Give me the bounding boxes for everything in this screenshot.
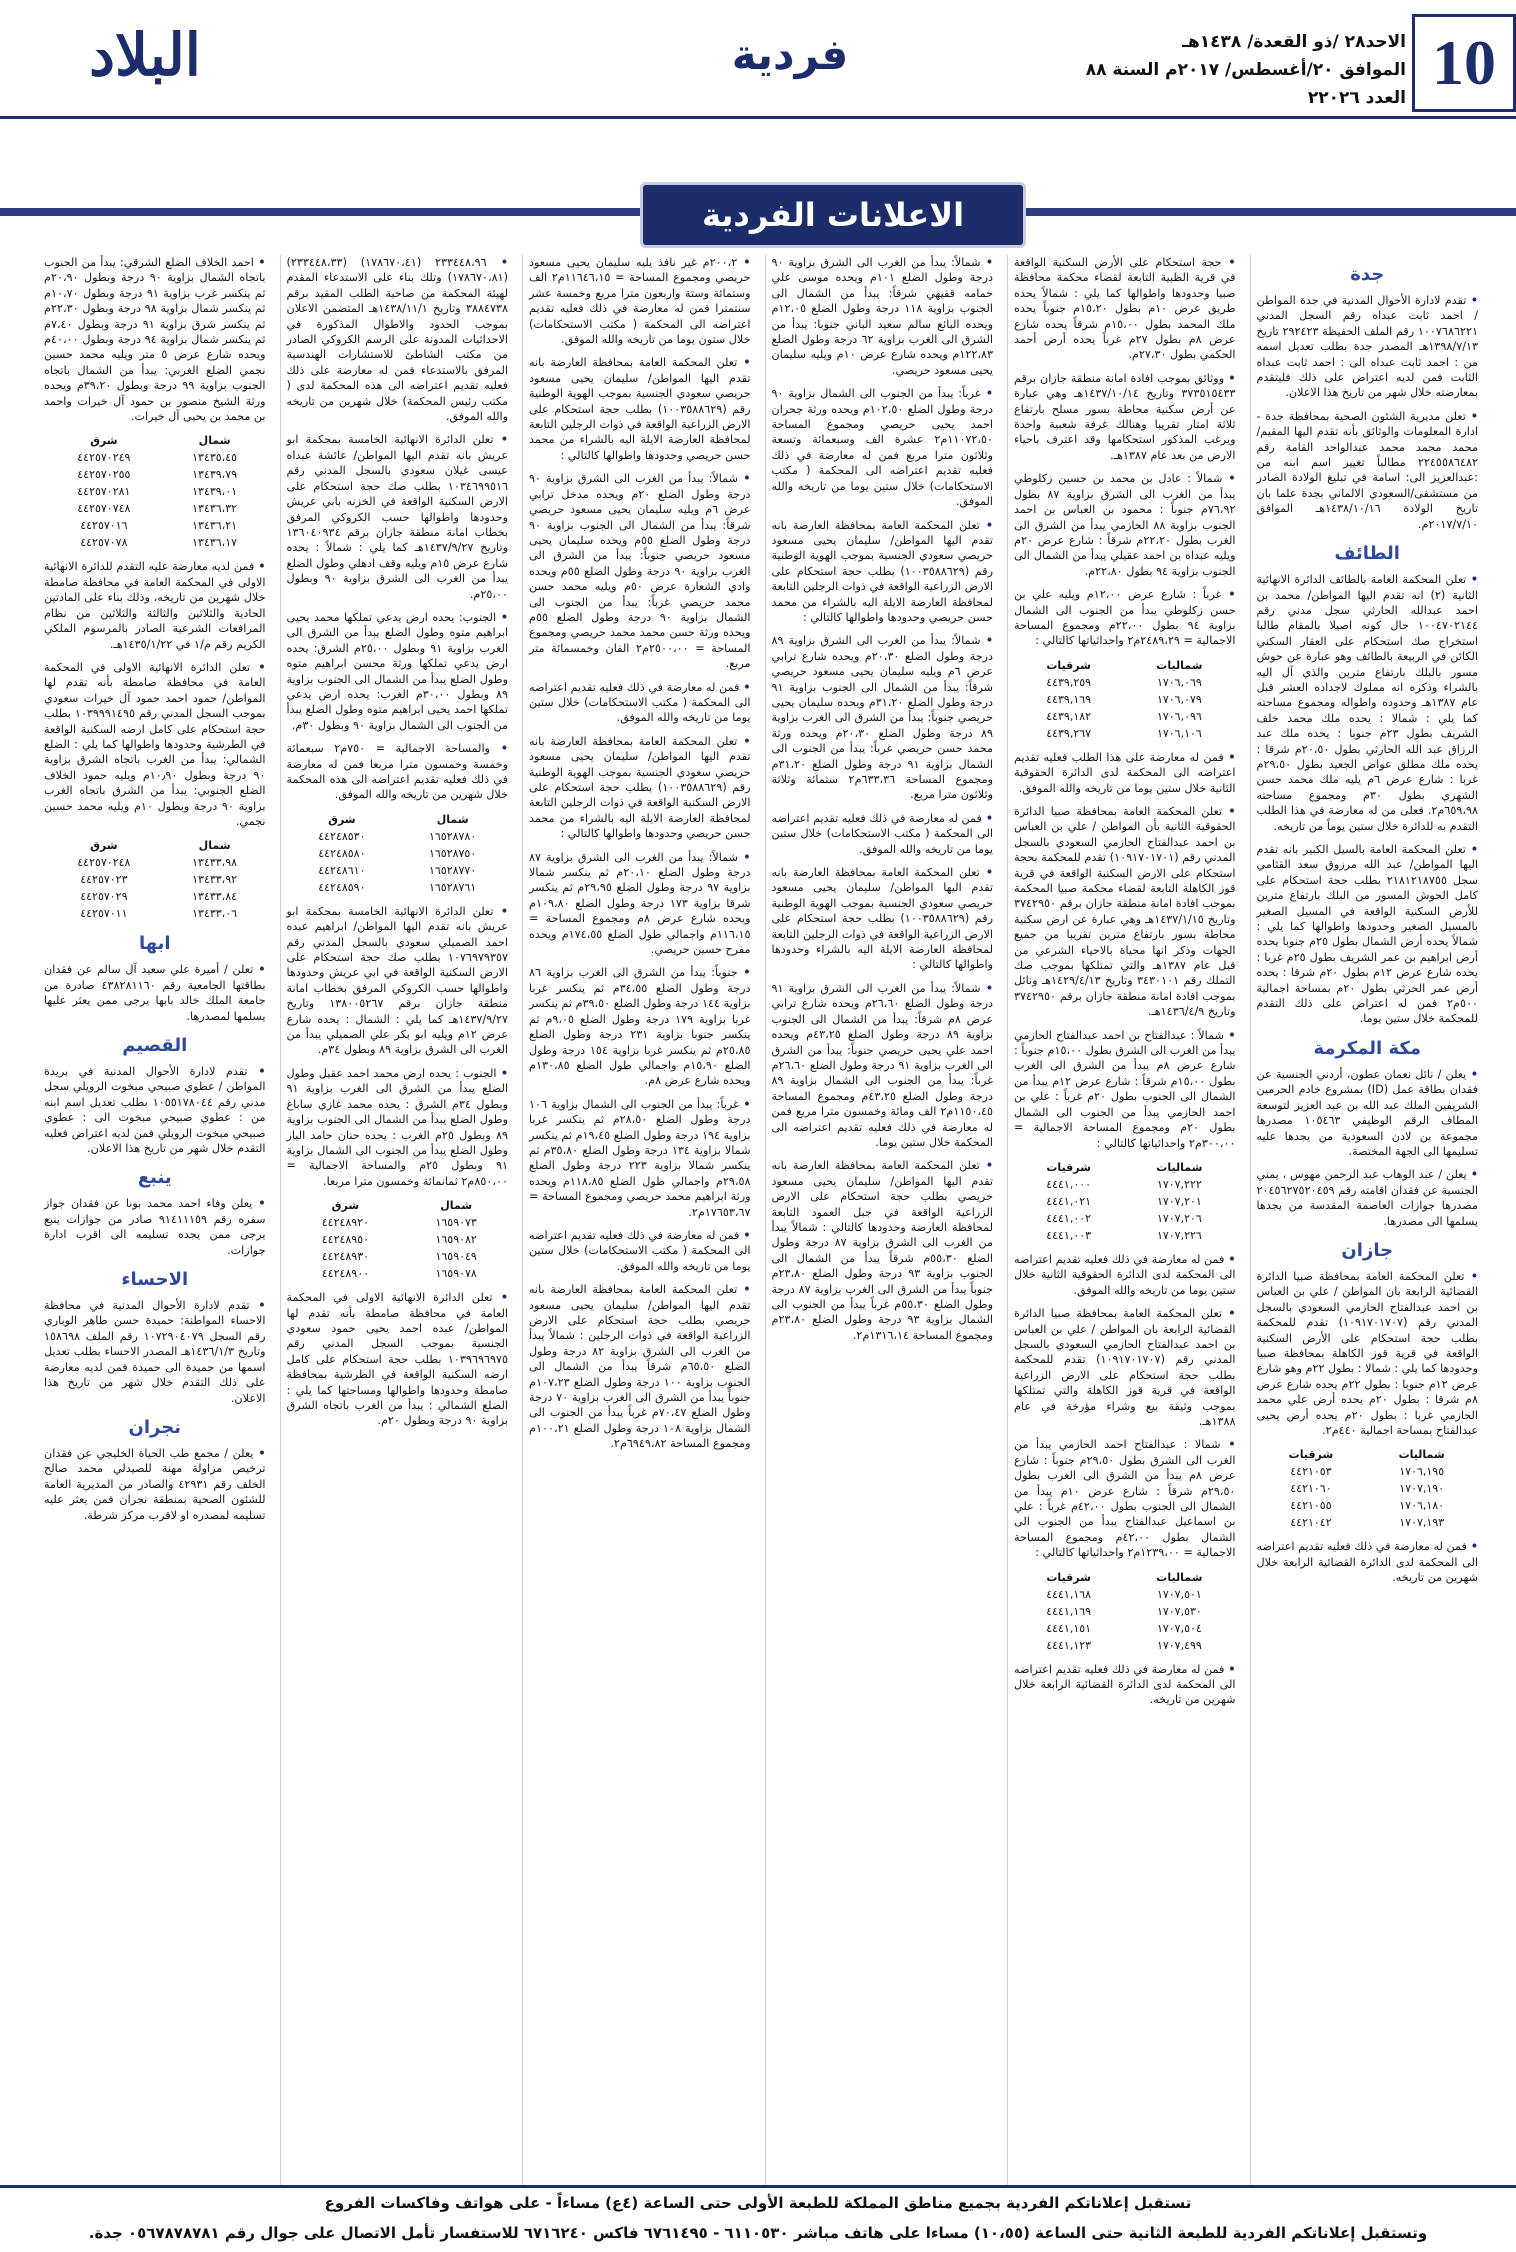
ad-text: • الجنوب : يحده ارض محمد احمد عقيل وطول الضلع يبدأ من الشرق الى الغرب بزاوية ٩١ وبطول ٣٤م الشرق : يحده محمد غازي ساباغ وطول الضلع يبدأ من الشمال الى الجنوب بزاوية ٨٩ وبطول ٢٥م الغرب : يحده حنان حامد البار وطول الضلع يبدأ من الجنوب الى الشمال بزاوية ٩١ وبطول ٢٥م والمساحة الاجمالية = ٨٥٠،٠٠م٢ ثمانمائة وخمسون مترا مربعا. — [287, 1066, 509, 1189]
classified-ad — [529, 471, 751, 671]
city-heading: الاحساء — [121, 1269, 189, 1291]
ad-text: • فمن له معارضة في ذلك فعليه تقديم اعتراضه الى المحكمة لدى الدائرة الحقوقية الثانية خلال ستين يوما من تاريخه والله الموفق. — [1014, 1252, 1236, 1298]
table-cell: ١٧٠٦,١٠٦ — [1156, 726, 1202, 740]
ad-text: • غرباً : شارع عرض ١٢،٠٠م ويليه علي بن حسن زكلوطي يبدأ من الجنوب الى الشمال بزاوية ٩٤ بطول ٢٢،٠٠م ومجموع المساحة الاجمالية = ٢٤٨٩،٢٩م٢ واحداثياتها كالتالي : — [1014, 587, 1236, 649]
classified-ad — [287, 904, 509, 1058]
table-row — [1014, 1569, 1236, 1586]
page-number: 10 — [1412, 14, 1516, 112]
footer-line-1: تستقبل إعلاناتكم الفردية بجميع مناطق المملكة للطبعة الأولى حتى الساعة (٤ع) مساءاً - على هواتف وفاكسات الفروع — [324, 2194, 1192, 2212]
table-cell: ١٧٠٧,١٩٠ — [1399, 1482, 1445, 1496]
classified-ad — [1014, 1252, 1236, 1298]
classified-ad — [1257, 842, 1479, 1027]
coordinates-table — [1014, 1569, 1236, 1654]
table-cell: ١٧٠٧,٢٠١ — [1156, 1194, 1202, 1208]
table-row — [1014, 708, 1236, 725]
table-cell: ١٧٠٧,٢٢٦ — [1156, 1228, 1202, 1242]
coordinates-table — [44, 432, 266, 551]
table-cell: ٤٤٢٥٧٠٧٤٨ — [77, 502, 131, 516]
coordinates-table — [287, 1197, 509, 1282]
classified-ad — [529, 680, 751, 726]
table-cell: ١٧٠٧,٥٠٤ — [1156, 1621, 1202, 1635]
ad-text: • تعلن المحكمة العامة بمحافظة العارضة بانه تقدم اليها المواطن/ سليمان يحيى مسعود حريصي بطلب حجة استحكام على الارض الزراعية الواقعة في ذوات الرجلين : شمالاً يبدأ من الغرب الى الشرق بزاوية ٨٢ درجة وطول الضلع ٦٥،٥٠م شرقاً يبدأ من الشمال الى الجنوب بزاوية ١٠٠ درجة وطول الضلع ١٠٧،٢٣م جنوباً يبدأ من الشرق الى الغرب بزاوية ٧٠ درجة وطول الضلع ٧٠،٤٧م غرباً يبدأ من الجنوب الى الشمال بزاوية ١٠٨ درجة وطول الضلع ١٠٠،٢١م ومجموع المساحة ٦٩٤٩،٨٢م٢. — [529, 1282, 751, 1451]
table-cell: ٤٤٤١,٠٢١ — [1046, 1194, 1092, 1208]
table-cell: ١٣٤٣٣،٩٢ — [192, 873, 238, 887]
ad-text: • يعلن / مجمع طب الحياة الخليجي عن فقدان ترخيص مزاولة مهنة للصيدلي محمد صالح الخلف رقم ٤٢٩٣١ والصادر من المديرية العامة للشئون الصحية بمنطقة نجران فمن يعثر عليه تسليمه لمصدره او لاقرب مركز شرطة. — [44, 1446, 266, 1523]
ad-text: • تعلن المحكمة العامة بمحافظة صبيا الدائرة الحقوقية الثانية بأن المواطن / علي بن العباس بن احمد عبدالفتاح الحازمي السعودي بالسجل المدني رقم (١٠٩١٧٠١٧٠١) تقدم للمحكمة بحجة استحكام على الارض السكنية الواقعة في قرية قوز الكاهلة التابعة لقضاء محكمة صبيا المحكمة بموجب افادة امانة منطقة جازان برقم ٣٧٤٢٩٥٠ وتاريخ ١٤٣٧/١/١٥هـ وهي عبارة عن ارض سكنية محاطة بسور بارتفاع مترين تقريبا من جميع الجهات وذكر انها محياة بالاحياء الشرعي من قبل عام ١٣٨٧هـ والتي تمتلكها بموجب صك التملك رقم ٣٤٣٠١٠١ وتاريخ ١٤٢٩/٤/١٣هـ ونائل بموجب افادة امانة منطقة جازان برقم ٣٧٤٢٩٥٠ وتاريخ ١٤٣٦/٤/٩هـ. — [1014, 804, 1236, 1020]
ad-text: • الجنوب: يحده ارض يدعي تملكها محمد يحيى ابراهيم متوه وطول الضلع يبدأ من الشرق الى الغرب بزاوية ٩١ وبطول ٢٥،٠٠م الشرق: يحده ارض يدعي تملكها ورثة محسن ابراهيم متوه وطول الضلع يبدأ من الشمال الى الجنوب بزاوية ٨٩ وبطول ٣٠،٠٠م الغرب: يحده ارض يدعي تملكها احمد يحيى ابراهيم متوه وطول الضلع يبدأ من الجنوب الى الشمال بزاوية ٩٠ وبطول ٣٠م. — [287, 610, 509, 733]
ad-text: • تعلن المحكمة العامة بمحافظة العارضة بانه تقدم اليها المواطن/ سليمان يحيى مسعود حريصي سعودي الجنسية بموجب الهوية الوطنية رقم (١٠٠٣٥٨٨٦٢٩) بطلب حجة استحكام على الارض الزراعية الواقعة في ذوات الرجلين التابعة لمحافظة العارضة الايلة اليه بالشراء من محمد حسن حريصي وحدودها واطوالها كالتالي : — [529, 355, 751, 463]
table-cell: ٤٤٢١٠٥٥ — [1290, 1499, 1332, 1513]
classified-ad — [1014, 1662, 1236, 1708]
table-row — [44, 500, 266, 517]
table-row — [44, 871, 266, 888]
table-row — [44, 854, 266, 871]
table-cell: ١٦٥٢٨٧٥٠ — [428, 846, 477, 860]
table-header-cell: شمال — [198, 434, 231, 448]
table-cell: ١٦٥٩٠٧٣ — [435, 1216, 477, 1230]
gregorian-date: الموافق ٢٠/أغسطس/ ٢٠١٧م السنة ٨٨ العدد ٢٢٠٢٦ — [1085, 60, 1406, 108]
ad-text: • يعلن / عبد الوهاب عبد الرحمن مهوس ، يمني الجنسية عن فقدان اقامته رقم ٢٠٤٥٦٢٧٥٢٠٤٥٩ مصدرها جوازات العاصمة المقدسة من يجدها يسلمها الى مصدرها. — [1257, 1167, 1479, 1229]
ad-text: • فمن له معارضة في ذلك فعليه تقديم اعتراضه الى المحكمة ( مكتب الاستحكامات) خلال ستين يوما من تاريخه والله الموفق. — [529, 1228, 751, 1274]
ad-text: • تعلن المحكمة العامة بالسيل الكبير بانه تقدم اليها المواطن/ عبد الله مرزوق سعد القثامي سجل ٢١٨١٢١٨٧٥٥ بطلب حجة استحكام على كامل الحوش المسور من البلك بارتفاع مترين للأرض السكنية الواقعة في المسيل الصغير بالمسيل الصغير وحدودها واطوالها كما يلي : شمالاً يحده أرض الشمال بطول ٢٥م جنوبا يحده أرض ابراهيم بن عمر الشريف بطول ٢٥م غربا : يحده شارع عرض ١٢م بطول ٢٠م شرقا : يحده أرض عمر الحرثي بطول ٢٠م بمساحة اجمالية ٥٠٠م٢ فمن له اعتراض على ذلك التقدم للمحكمة خلال ستين يوما. — [1257, 842, 1479, 1027]
table-cell: ١٧٠٧,٢٢٢ — [1156, 1177, 1202, 1191]
table-cell: ١٣٤٣٦،٣٢ — [192, 502, 238, 516]
ad-text: • يعلن وفاء احمد محمد بونا عن فقدان جواز سفره رقم ٩١٤١١١٥٩ صادر من جوازات ينبع يرجى ممن يجده تسليمه الى اقرب ادارة جوازات. — [44, 1196, 266, 1258]
ad-text: • تعلن المحكمة العامة بمحافظة العارضة بانه تقدم اليها المواطن/ سليمان يحيى مسعود حريصي سعودي الجنسية بموجب الهوية الوطنية رقم (١٠٠٣٥٨٨٦٢٩) بطلب حجة استحكام على الارض السكنية الواقعة في ذوات الرجلين التابعة لمحافظة العارضة الايلة اليه بالشراء من محمد حسن حريصي وحدودها واطوالها كالتالي : — [529, 734, 751, 842]
table-cell: ٤٤٢٥٧٠١١ — [80, 907, 128, 921]
table-header-cell: شرق — [328, 812, 356, 826]
ad-text: • فمن له معارضة في ذلك فعليه تقديم اعتراضه الى المحكمة ( مكتب الاستحكامات) خلال ستين يوما من تاريخه والله الموفق. — [772, 811, 994, 857]
city-heading: القصيم — [122, 1035, 188, 1056]
table-row — [1014, 1603, 1236, 1620]
footer-line-2: وتستقبل إعلاناتكم الفردية للطبعة الثانية حتى الساعة (١٠،٥٥) مساءا على هاتف مباشر ٦١١٠٥٣٠ - ٦٧٦١٤٩٥ فاكس ٦٧١٦٢٤٠ للاستفسار تأمل الاتصال على جوال رقم ٠٥٦٧٨٧٨٧٨١ جدة. — [88, 2224, 1428, 2242]
ad-text: • ووثائق بموجب افادة امانة منطقة جازان برقم ٣٧٣٥١٥٤٣٣ وتاريخ ١٤٣٧/١٠/١٤هـ وهي عبارة عن أرض سكنية محاطة بسور مسلح بارتفاع ثلاثة امتار تقريبا وهنالك غرفة شعبية واحدة ويرغب المذكور استحكامها وقد اعترف باحياء الارض من بعد عام ١٣٨٧هـ. — [1014, 371, 1236, 463]
ad-text: • تعلن المحكمة العامة بالطائف الدائرة الانهائية الثانية (٢) انه تقدم اليها المواطن/ محمد بن احمد عبدالله الحارثي سجل مدني رقم ١٠٠٤٧٠٢١٤٤ حال كونه اصيلا بالمقام طالبا استخراج صك استحكام على العقار السكني الكائن في الربيعة بالطائف وهو عبارة عن حوش مسور بالبلك بارتفاع مترين والذي آل اليه بالشراء وذكره انه مملوك لاجداده العشر قبل عام ١٣٨٧هـ وحدوده واطواله ومجموع مساحته كما يلي : شمالا : يحده ملك محمد خلف الشريف بطول ٢٣م جنوبا : يحده ملك عبد الرزاق عبد الله الحارثي بطول ٢٠،٥٠م شرقا : يحده ملك مطلق عواض الجعيد بطول ٢٩،٥٠م غربا : شارع عرض ٦م يليه ملك محمد حسن الشهري بطول ٣٠م ومجموع مساحته ٦٥٩،٩٨م٢. فعلى من له معارضة في هذا الطلب التقدم به للدائرة خلال ستين يوماً من تاريخه. — [1257, 572, 1479, 834]
classified-ad — [1014, 371, 1236, 463]
table-cell: ٤٤٢٤٨٦١٠ — [318, 863, 366, 877]
ad-text: • احمد الخلاف الضلع الشرقي: يبدأ من الجنوب باتجاه الشمال بزاوية ٩٠ درجة وبطول ٢٠،٩٠م ثم ينكسر غرب بزاوية ٩١ درجة وبطول ١٠،٧٠م ثم ينكسر شمال بزاوية ٩٨ درجة وبطول ٢٢،٣٠م ثم ينكسر شرق بزاوية ٩١ درجة وبطول ٧،٤٠م ثم ينكسر شمال بزاوية ٩٤ درجة وبطول ٤٠،٠٠م ويحده شارع عرض ٥ متر ويليه محمد حسين نجمي الضلع الغربي: يبدأ من الشمال باتجاه الجنوب بزاوية ٩٩ درجة وبطول ٣٩،٢٠م ويحده ورثة الشيخ منصور بن حمود آل خيرات واحمد بن محمد بن يحيى آل خيرات. — [44, 255, 266, 424]
table-row — [1014, 1586, 1236, 1603]
ad-text: • شمالا : عبدالفتاح احمد الحازمي يبدأ من الغرب الى الشرق بطول ٢٩،٥٠م جنوباً : شارع عرض ٨م يبدأ من الشرق الى الغرب بطول ٢٩،٥٠م شرقاً : شارع عرض ١٠م يبدأ من الشمال الى الجنوب بطول ٤٢،٠٠م غرباً : علي بن اسماعيل عبدالفتاح يبدأ من الجنوب الى الشمال بطول ٤٢،٠٠م ومجموع المساحة الاجمالية = ١٢٣٩،٠٠م٢ واحداثياتها كالتالي : — [1014, 1437, 1236, 1560]
ad-text: • فمن لديه معارضة عليه التقدم للدائرة الانهائية الاولى في المحكمة العامة في محافظة صامطة خلال شهرين من تاريخه، وذلك بناء على المادتين الحادية والثلاثين والثالثة والثلاثين من نظام المرافعات الشرعية الصادر بالمرسوم الملكي الكريم رقم م/١ في ١٤٣٥/١/٢٢هـ. — [44, 559, 266, 651]
table-header-cell: شرق — [331, 1199, 360, 1213]
ad-text: • تعلن / أميرة علي سعيد آل سالم عن فقدان بطاقتها الجامعية رقم ٤٣٨٢٨١١٦٠ صادرة من جامعة الملك خالد بابها يرجى ممن يعثر عليها يسلمها لمصدرها. — [44, 962, 266, 1024]
ad-columns — [38, 255, 1478, 2185]
ad-text: • تعلن الدائرة الانهائية الخامسة بمحكمة ابو عريش بانه تقدم اليها المواطن/ ابراهيم عبده احمد الصميلي سعودي بالسجل المدني رقم ١٠٧٦٩٧٩٣٥٧ بطلب صك حجة استحكام على الارض السكنية الواقعة في ابي عريش وحدودها واطوالها حسب الكروكي المرفق بخطاب امانة منطقة جازان برقم ١٣٨٠٠٥٢٦٧ وتاريخ ١٤٣٧/٩/٢٧هـ كما يلي : الشمال : يحده شارع عرض ١٢م ويليه ابو بكر علي الصميلي يبدأ من الغرب الى الشرق بزاوية ٨٩ وبطول ٣٤م. — [287, 904, 509, 1058]
table-row — [44, 837, 266, 854]
classified-ad — [529, 965, 751, 1088]
table-cell: ٤٤٢٤٨٩٣٠ — [321, 1250, 370, 1264]
classified-ad — [772, 386, 994, 509]
ad-text: • ٢٠٠،٢م غير نافذ يليه سليمان يحيى مسعود حريصي ومجموع المساحة = ١١٦٤٦،١٥م٢ الف وستمائة وستة واربعون مترا مربع وخمسة عشر سنتمترا فمن له معارضة في ذلك فعليه تقديم اعتراضه الى المحكمة ( مكتب الاستحكامات) خلال ستون يوما من تاريخه والله الموفق. — [529, 255, 751, 347]
table-header-cell: شرقيات — [1046, 1160, 1091, 1174]
classified-ad — [287, 1066, 509, 1189]
table-cell: ٤٤٢٤٨٥٨٠ — [318, 846, 366, 860]
page-footer — [0, 2185, 1516, 2252]
ad-column — [1007, 255, 1236, 2185]
city-heading: مكة المكرمة — [1313, 1037, 1422, 1059]
table-row — [1014, 725, 1236, 742]
classified-ad — [772, 811, 994, 857]
issue-dates — [1076, 28, 1406, 112]
ad-text: • فمن له معارضة على هذا الطلب فعليه تقديم اعتراضه الى المحكمة لدى الدائرة الحقوقية الثانية خلال ستين يوما من تاريخه والله الموفق. — [1014, 750, 1236, 796]
table-row — [44, 432, 266, 449]
table-cell: ٤٤٢٤٨٩٠٠ — [321, 1267, 370, 1281]
table-row — [287, 1231, 509, 1248]
classified-ad — [44, 255, 266, 424]
table-cell: ٤٤٤١,١٢٣ — [1046, 1638, 1092, 1652]
classified-ad — [1014, 1306, 1236, 1429]
classified-ad — [1014, 471, 1236, 579]
table-cell: ١٧٠٧,٤٩٩ — [1156, 1638, 1202, 1652]
classified-ad — [1014, 804, 1236, 1020]
table-cell: ١٧٠٦,٠٦٩ — [1156, 675, 1202, 689]
city-heading: ابها — [138, 933, 171, 955]
table-cell: ١٣٤٣٦،٢١ — [192, 519, 238, 533]
table-cell: ١٣٤٣٣،٨٤ — [192, 890, 238, 904]
table-cell: ٤٤٢١٠٥٣ — [1290, 1465, 1332, 1479]
classified-ad — [1257, 1067, 1479, 1159]
newspaper-logo: البلاد — [89, 21, 201, 89]
table-row — [44, 466, 266, 483]
table-cell: ١٦٥٢٨٧٦١ — [428, 880, 477, 894]
table-cell: ١٦٥٩٠٧٨ — [435, 1267, 477, 1281]
table-row — [287, 828, 509, 845]
classified-ad — [1257, 572, 1479, 834]
classified-ad — [772, 518, 994, 626]
ad-text: • شمالاً: يبدأ من الغرب الى الشرق بزاوية ٨٩ درجة وطول الضلع ٢٠،٣٠م ويحده شارع ترابي عرض ٦م ويليه سليمان يحيى مسعود حريصي شرقاً: يبدأ من الشمال الى الجنوب بزاوية ٩١ درجة وطول الضلع ٣١،٢٠م ويحده سليمان يحيى حريصي جنوباً: يبدأ من الشرق الى الغرب بزاوية ٨٩ درجة وطول الضلع ٢٠،٣٠م ويحده ورثة محمد حسن حريصي غرباً: يبدأ من الجنوب الى الشمال بزاوية ٩١ درجة وطول الضلع ٣١،٢٠م ومجموع المساحة ٦٣٣،٣٦م٢ ستمائة وثلاثة وثلاثون مترا مربع. — [772, 633, 994, 802]
table-header-cell: شمال — [436, 812, 469, 826]
classified-ad — [287, 432, 509, 601]
table-row — [287, 879, 509, 896]
ad-text: • تعلن المحكمة العامة بمحافظة صبيا الدائرة القضائية الرابعة بان المواطن / علي بن العباس بن احمد عبدالفتاح الحازمي السعودي بالسجل المدني رقم (١٠٩١٧٠١٧٠٧) تقدم للمحكمة بطلب حجة استحكام على الارض الزراعية الواقعة في قرية قوز الكاهلة والتي تمتلكها بموجب وثيقة بيع وشراء مؤرخة في عام ١٣٨٨هـ. — [1014, 1306, 1236, 1429]
classified-ad — [1014, 1028, 1236, 1151]
table-cell: ١٧٠٧,٢٠٦ — [1156, 1211, 1202, 1225]
ad-text: • والمساحة الاجمالية = ٧٥٠م٢ سبعمائة وخمسة وخمسون مترا مربعا فمن له معارضة في ذلك فعليه تقديم اعتراضه الى هذه المحكمة خلال شهرين من تاريخه والله الموفق. — [287, 741, 509, 803]
table-header-cell: شماليات — [1156, 1160, 1203, 1174]
classified-ad — [1014, 587, 1236, 649]
table-cell: ٤٤٢٥٧٠٢٨١ — [77, 485, 131, 499]
city-heading: جازان — [1341, 1239, 1394, 1261]
table-row — [1257, 1497, 1479, 1514]
coordinates-table — [1014, 657, 1236, 742]
classified-ad — [772, 981, 994, 1150]
table-cell: ٤٤٢٤٨٩٢٠ — [321, 1216, 370, 1230]
table-cell: ١٦٥٢٨٧٨٠ — [428, 829, 477, 843]
ad-text: • شمالاً: يبدأ من الغرب الى الشرق بزاوية ٨٧ درجة وطول الضلع ٢٠،١٠م ثم ينكسر شمالا بزاوية ٩٧ درجة وطول الضلع ٢٩،٩٥م ثم ينكسر شرقا بزاوية ١٧٣ درجة وطول الضلع ١٠٩،٨٠م ويحده شارع عرض ٨م ومجموع المساحة = ١١٦،١٥م واجمالي طول الضلع ١٧٤،٥٥م ويحده مفرح حسين حريصي. — [529, 850, 751, 958]
ad-text: • شمالاً: يبدأ من الغرب الى الشرق بزاوية ٩٠ درجة وطول الضلع ١٠١م ويحده موسى علي حمامه قفيهي شرقاً: يبدأ من الشمال الى الجنوب بزاوية ١١٨ درجة وطول الضلع ١٢،٠٥م ويحده البائع سالم سعيد الباني جنوبا: يبدأ من الشرق الى الغرب بزاوية ٦٢ درجة وطول الضلع ١٢٢،٨٣م ويحده شارع عرض ١٠م ويليه سليمان يحيى مسعود حريصي. — [772, 255, 994, 378]
coordinates-table — [1014, 1159, 1236, 1244]
ad-text: • تعلن المحكمة العامة بمحافظة العارضة بانه تقدم اليها المواطن/ سليمان يحيى مسعود حريصي بطلب حجة استحكام على الارض الزراعية الواقعة في جبل العمود التابعة لمحافظة العارضة وحدودها كالتالي : شمالاً يبدأ من الغرب الى الشرق بزاوية ٨٧ درجة وطول الضلع ٥٥،٣٠م شرقاً يبدأ من الشمال الى الجنوب بزاوية ٩٣ درجة وطول الضلع ٢٣،٨٠م جنوباً يبدأ من الشرق الى الغرب بزاوية ٨٧ درجة وطول الضلع ٥٥،٣٠م غرباً يبدأ من الجنوب الى الشمال بزاوية ٩٣ درجة وطول الضلع ٢٣،٨٠م ومجموع المساحة ١٣١٦،١٤م٢. — [772, 1158, 994, 1343]
ad-text: • غرباً: يبدأ من الجنوب الى الشمال بزاوية ١٠٦ درجة وطول الضلع ٢٨،٥٠م ثم ينكسر غربا بزاوية ١٩٤ درجة وطول الضلع ١٩،٤٥م ثم ينكسر شمالا بزاوية ١٣٤ درجة وطول الضلع ٣٥،٨٠م ثم ينكسر شمالا بزاوية ٢٢٣ درجة وطول الضلع ٢٩،٥٨م واجمالي طول الضلع ١١٨،٨٥م ويحده ورثة ابراهيم محمد حريصي ومجموع المساحة = ١٧٦٥٣،٦٧م٢. — [529, 1097, 751, 1220]
table-header-cell: شماليات — [1398, 1448, 1445, 1462]
classified-ad — [772, 865, 994, 973]
table-cell: ٤٤٤١,٠٠٢ — [1046, 1211, 1092, 1225]
classified-ad — [772, 255, 994, 378]
ad-column — [280, 255, 509, 2185]
table-row — [1014, 1193, 1236, 1210]
table-cell: ١٣٤٣٣،٩٨ — [192, 856, 238, 870]
classified-ad — [529, 850, 751, 958]
classified-ad — [287, 741, 509, 803]
table-cell: ١٧٠٦,١٩٥ — [1399, 1465, 1445, 1479]
ad-text: • تقدم لادارة الأحوال المدنية في جدة المواطن / احمد ثابت عبداه رقم السجل المدني ١٠٠٧٦٨٦٢٢١ رقم الملف الحفيظة ٢٩٢٤٢٣ تاريخ ١٣٩٨/٧/١٣هـ المصدر جدة بطلب تعديل اسمه من : احمد ثابت عبداه الى : احمد ثابت عبداه الثابت فمن لديه اعتراض على ذلك فليتقدم بمعارضته خلال شهر من تاريخ هذا الاعلان. — [1257, 293, 1479, 401]
city-heading: الطائف — [1334, 543, 1400, 565]
table-row — [287, 1265, 509, 1282]
classified-ad — [44, 1446, 266, 1523]
table-cell: ١٦٥٢٨٧٧٠ — [428, 863, 477, 877]
table-row — [1257, 1463, 1479, 1480]
ad-text: • تقدم لادارة الأحوال المدنية في محافظة الاحساء المواطنة: حميدة حسن طاهر الوباري رقم السجل ١٠٧٢٩٠٤٠٧٩ رقم الملف ١٥٨٦٩٨ وتاريخ ١٤٣٦/١/٣هـ المصدر الاحساء بطلب تعديل اسمها من حميدة الى حميدة فمن لديه معارضة على ذلك التقدم خلال شهر من تاريخ هذا الاعلان. — [44, 1298, 266, 1406]
table-cell: ١٧٠٧,٥٠١ — [1156, 1587, 1202, 1601]
classified-ad — [1257, 409, 1479, 532]
table-cell: ٤٤٢٤٨٥٩٠ — [318, 880, 366, 894]
page-header — [0, 0, 1516, 119]
table-cell: ٤٤٣٩,١٨٢ — [1046, 709, 1092, 723]
classified-ad — [529, 255, 751, 347]
table-cell: ٤٤٢٥٧٠٢٤٨ — [77, 856, 131, 870]
table-row — [44, 449, 266, 466]
ad-text: • ٢٣٣٤٤٨،٩٦ (١٧٨٦٧٠،٤١) (٢٣٣٤٤٨،٣٣) (١٧٨٦٧٠،٨١) وتلك بناء على الاستدعاء المقدم لهيئة المحكمة من صاحبة الطلب المقيد برقم ٣٨٨٤٧٣٨ وتاريخ ١٤٣٨/١١/١هـ المتضمن الاعلان بموجب الحدود والاطوال المذكورة في الاحداثيات المدونة على الرسم الكروكي الصادر من مكتب الشاطئ للاستشارات الهندسية المرفق بالاستدعاء فمن له معارضة على ذلك فعليه تقديم اعتراضه الى هذه المحكمة لدى ( مكتب رئيس المحكمة) خلال شهرين من تاريخه والله الموفق. — [287, 255, 509, 424]
table-cell: ١٧٠٦,٠٧٩ — [1156, 692, 1202, 706]
table-row — [44, 905, 266, 922]
classified-ad — [1257, 1539, 1479, 1585]
classified-ad — [1014, 1437, 1236, 1560]
table-cell: ٤٤٢٥٧٠٢٤٩ — [77, 451, 131, 465]
classified-ad — [529, 1097, 751, 1220]
table-row — [1014, 1159, 1236, 1176]
ad-text: • يعلن / نائل نعمان عطون، أردني الجنسية عن فقدان بطاقة عمل (ID) بمشروع خادم الحرمين الشريفين الملك عبد الله بن عبد العزيز لتوسعة المطاف الرقم الوظيفي ١٠٥٤٦٣ مصدرها مجموعة بن لادن السعودية من يجدها عليه تسليمها الى الجهة المختصة. — [1257, 1067, 1479, 1159]
classified-ad — [529, 355, 751, 463]
table-cell: ١٧٠٧,١٩٣ — [1399, 1516, 1445, 1530]
classified-ad — [1014, 255, 1236, 363]
table-cell: ١٣٤٣٣،٠٦ — [192, 907, 238, 921]
banner-title: الاعلانات الفردية — [640, 182, 1026, 248]
ad-text: • فمن له معارضة في ذلك فعليه تقديم اعتراضه الى المحكمة لدى الدائرة القضائية الرابعة خلال شهرين من تاريخه. — [1257, 1539, 1479, 1585]
table-row — [1014, 1227, 1236, 1244]
section-title: فردية — [731, 30, 849, 79]
city-heading: جدة — [1350, 264, 1385, 285]
ad-text: • جنوباً: يبدأ من الشرق الى الغرب بزاوية ٨٦ درجة وطول الضلع ٣٤،٥٥م ثم ينكسر غربا بزاوية ١٤٤ درجة وطول الضلع ٣٩،٥٠م ثم ينكسر غربا بزاوية ١٧٩ درجة وطول الضلع ٩،٠٥م ثم ينكسر جنوبا بزاوية ٢٣١ درجة وطول الضلع ٢٥،٨٥م ثم ينكسر غربا بزاوية ١٥٤ درجة وطول الضلع ١٥،٩٠م واجمالي طول الضلع ١٣٠،٨٥م ويحده شارع عرض ٨م. — [529, 965, 751, 1088]
table-row — [1014, 1210, 1236, 1227]
ad-column — [522, 255, 751, 2185]
table-cell: ٤٤٢١٠٤٢ — [1290, 1516, 1332, 1530]
coordinates-table — [44, 837, 266, 922]
ad-column — [1250, 255, 1479, 2185]
classified-ad — [44, 559, 266, 651]
classifieds-banner — [0, 172, 1516, 252]
table-cell: ٤٤٢٥٧٠٢٩ — [80, 890, 128, 904]
classified-ad — [44, 1298, 266, 1406]
table-row — [1014, 1620, 1236, 1637]
classified-ad — [44, 660, 266, 829]
table-row — [1257, 1480, 1479, 1497]
city-heading: ينبع — [137, 1167, 172, 1189]
ad-text: • تعلن مديرية الشئون الصحية بمحافظة جدة - ادارة المعلومات والوثائق بأنه تقدم اليها المقيم/ محمد محمد محمد عبدالواحد القامة رقم ٢٢٤٥٥٨٦٤٨٢ مطالباً تغيير اسم ابنه من :عبدالعزيز الى: اسامة في تبليغ الولادة الصادر من مستشفى/السعودي الالماني بجدة علما بان تاريخ الولادة ١٤٣٨/١٠/١٦هـ الموافق ٢٠١٧/٧/١٠م. — [1257, 409, 1479, 532]
classified-ad — [1014, 750, 1236, 796]
table-row — [1014, 1637, 1236, 1654]
classified-ad — [44, 1064, 266, 1156]
table-cell: ٤٤٣٩,٢٦٧ — [1046, 726, 1092, 740]
table-cell: ١٦٥٩٠٤٩ — [435, 1250, 477, 1264]
table-row — [287, 811, 509, 828]
classified-ad — [529, 1228, 751, 1274]
table-cell: ١٣٤٣٥،٤٥ — [192, 451, 238, 465]
ad-text: • حجة استحكام على الأرض السكنية الواقعة في قرية الظبية التابعة لقضاء محكمة محافظة صبيا وحدودها واطوالها كما يلي : شمالاً يحده طريق عرض ١٠م بطول ١٥،٢٠م جنوباً يحده ملك المحمد بطول ١٥،٠٠م شرقاً يحده شارع عرض ٨م بطول ٢٧م غرباً يحده أرض أحمد الحكمي بطول ٢٧،٣٠م. — [1014, 255, 1236, 363]
table-cell: ٤٤٢٥٧٠٢٣ — [80, 873, 128, 887]
ad-text: • فمن له معارضة في ذلك فعليه تقديم اعتراضه الى المحكمة ( مكتب الاستحكامات) خلال ستين يوما من تاريخه والله الموفق. — [529, 680, 751, 726]
table-row — [287, 862, 509, 879]
classified-ad — [44, 962, 266, 1024]
table-header-cell: شمال — [198, 839, 231, 853]
table-cell: ٤٤٢٤٨٥٣٠ — [318, 829, 366, 843]
table-row — [1014, 674, 1236, 691]
ad-text: • غرباً: يبدأ من الجنوب الى الشمال بزاوية ٩٠ درجة وطول الضلع ١٠٢،٥٠م ويحده ورثة جحران احمد يحيى حريصي ومجموع المساحة ١١٠٧٢،٥٠م٢ عشرة الف وسبعمائة وتسعة وثلاثون مترا مربع فمن له معارضة في ذلك فعليه تقديم اعتراضه الى المحكمة ( مكتب الاستحكامات) خلال ستين يوما من تاريخه والله الموفق. — [772, 386, 994, 509]
table-row — [1257, 1446, 1479, 1463]
table-cell: ٤٤٤١,١٦٩ — [1046, 1604, 1092, 1618]
ad-text: • تعلن المحكمة العامة بمحافظة صبيا الدائرة القضائية الرابعة بان المواطن / علي بن العباس بن احمد عبدالفتاح الحازمي السعودي بالسجل المدني رقم (١٠٩١٧٠١٧٠٧) تقدم للمحكمة بطلب حجة استحكام على الأرض السكنية الواقعة في قرية قوز الكاهلة بمحافظة صبيا وحدودها كما يلي : شمالا : بطول ٢٢م وهو شارع عرض ١٢م جنوبا : بطول ٢٢م يحده شارع عرض ٨م شرقا : بطول ٢٠م يحده أرض علي محمد الحازمي غربا : بطول ٢٠م يحده أرض يحيى عبدالفتاح بمساحة اجمالية ٤٤٠م٢. — [1257, 1269, 1479, 1438]
table-row — [287, 1248, 509, 1265]
table-header-cell: شرقيات — [1046, 658, 1091, 672]
table-row — [44, 888, 266, 905]
table-row — [1014, 657, 1236, 674]
table-cell: ١٣٤٣٩،٧٩ — [192, 468, 238, 482]
table-row — [287, 845, 509, 862]
table-cell: ١٧٠٧,٥٣٠ — [1156, 1604, 1202, 1618]
table-row — [1257, 1514, 1479, 1531]
classified-ad — [1257, 1269, 1479, 1438]
table-cell: ٤٤٢١٠٦٠ — [1290, 1482, 1332, 1496]
table-cell: ٤٤٣٩,١٦٩ — [1046, 692, 1092, 706]
table-cell: ١٣٤٣٦،١٧ — [192, 536, 238, 550]
table-cell: ٤٤٤١,١٦٨ — [1046, 1587, 1092, 1601]
ad-text: • تعلن المحكمة العامة بمحافظة العارضة بانه تقدم اليها المواطن/ سليمان يحيى مسعود حريصي سعودي الجنسية بموجب الهوية الوطنية رقم (١٠٠٣٥٨٨٦٢٩) بطلب حجة استحكام على الارض الزراعية الواقعة في ذوات الرجلين التابعة لمحافظة العارضة الايلة اليه بالشراء من محمد حسن حريصي وحدودها واطوالها كالتالي : — [772, 518, 994, 626]
table-cell: ١٣٤٣٩،٠١ — [192, 485, 238, 499]
table-header-cell: شماليات — [1156, 658, 1203, 672]
classified-ad — [287, 610, 509, 733]
table-cell: ٤٤٢٥٧٠١٦ — [80, 519, 128, 533]
table-row — [44, 534, 266, 551]
classified-ad — [287, 255, 509, 424]
table-cell: ١٧٠٦,١٨٠ — [1399, 1499, 1445, 1513]
table-header-cell: شرق — [90, 434, 118, 448]
classified-ad — [1257, 1167, 1479, 1229]
classified-ad — [529, 734, 751, 842]
classified-ad — [529, 1282, 751, 1451]
table-cell: ٤٤٢٤٨٩٥٠ — [321, 1233, 370, 1247]
ad-text: • فمن له معارضة في ذلك فعليه تقديم اعتراضه الى المحكمة لدى الدائرة القضائية الرابعة خلال شهرين من تاريخه. — [1014, 1662, 1236, 1708]
table-cell: ١٦٥٩٠٨٢ — [435, 1233, 477, 1247]
table-cell: ١٧٠٦,٠٩٦ — [1156, 709, 1202, 723]
classified-ad — [287, 1290, 509, 1429]
table-cell: ٤٤٤١,١٥١ — [1046, 1621, 1092, 1635]
table-row — [44, 517, 266, 534]
table-row — [1014, 1176, 1236, 1193]
table-row — [44, 483, 266, 500]
hijri-date: الاحد٢٨ /ذو القعدة/ ١٤٣٨هـ — [1182, 32, 1406, 52]
table-header-cell: شماليات — [1156, 1570, 1203, 1584]
table-cell: ٤٤٢٥٧٠٧٨ — [80, 536, 128, 550]
coordinates-table — [287, 811, 509, 896]
ad-text: • تعلن الدائرة الانهائية الخامسة بمحكمة ابو عريش بانه تقدم اليها المواطن/ عائشة عبداه عيسى غيلان سعودي بالسجل المدني رقم ١٠٣٤٦٩٩٥١٦ بطلب صك حجة استحكام على الارض السكنية الواقعة في الخزنه بابي عريش وحدودها واطوالها حسب الكروكي المرفق بخطاب امانة منطقة جازان برقم ١٣٦٠٤٠٩٣٤ وتاريخ ١٤٣٧/٩/٢٧هـ كما يلي : شمالاً : يحده شارع عرض ١٥م ويليه وقف ادهلي وطول الضلع يبدأ من الغرب الى الشرق بزاوية ٩٠ وبطول ٢٥،٠٠م. — [287, 432, 509, 601]
table-cell: ٤٤٤١,٠٠٠ — [1046, 1177, 1092, 1191]
table-header-cell: شرقيات — [1046, 1570, 1091, 1584]
ad-text: • شمالاً : عبدالفتاح بن احمد عبدالفتاح الحازمي يبدأ من الغرب الى الشرق بطول ١٥،٠٠م جنوباً : شارع عرض ٨م يبدأ من الشرق الى الغرب بطول ١٥،٠٠م شرقاً : شارع عرض ١٢م يبدأ من الشمال الى الجنوب بطول ٢٠م غرباً : علي بن احمد الحازمي يبدأ من الجنوب الى الشمال بطول ٢٠م ومجموع المساحة الاجمالية = ٣٠٠،٠٠م٢ واحداثياتها كالتالي : — [1014, 1028, 1236, 1151]
city-heading: نجران — [128, 1416, 181, 1438]
table-row — [1014, 691, 1236, 708]
table-row — [287, 1214, 509, 1231]
classified-ad — [1257, 293, 1479, 401]
table-row — [287, 1197, 509, 1214]
ad-text: • شمالاً : عادل بن محمد بن حسين زكلوطي يبدأ من الغرب الى الشرق بزاوية ٨٧ بطول ٧٦،٩٢م جنوباً : محمود بن العباس بن احمد الجنوب بزاوية ٨٨ الحازمي يبدأ من الشرق الى الغرب بطول ٢٢،٢٠م شرقاً : شارع عرض ٢٠م ويليه عبداه بن احمد عقيلي يبدأ من الشمال الى الجنوب بزاوية ٩٤ بطول ٢٢،٨٠م. — [1014, 471, 1236, 579]
ad-text: • شمالاً: يبدأ من الغرب الى الشرق بزاوية ٩٠ درجة وطول الضلع ٢٠م ويحده مدخل ترابي عرض ٦م ويليه سليمان يحيى مسعود حريصي شرقاً: يبدأ من الشمال الى الجنوب بزاوية ٩٠ درجة وطول الضلع ٥٥م ويحده سليمان يحيى مسعود حريصي جنوباً: يبدأ من الشرق الى الغرب بزاوية ٩٠ درجة وطول الضلع ٥٥م ويحده وادي الشعارة عرض ٥٠م ويليه محمد حسن محمد حريصي غرباً: يبدأ من الجنوب الى الشمال بزاوية ٩٠ درجة وطول الضلع ٥٥م ويحده ورثة حسن محمد محمد حريصي ومجموع المساحة = ٢٥٠٠،٠٠م٢ الفان وخمسمائة متر مربع. — [529, 471, 751, 671]
table-header-cell: شمال — [440, 1199, 473, 1213]
ad-column — [38, 255, 266, 2185]
classified-ad — [44, 1196, 266, 1258]
table-cell: ٤٤٤١,٠٠٣ — [1046, 1228, 1092, 1242]
ad-text: • تقدم لادارة الأحوال المدنية في بريدة المواطن / عطوي صبيحي مبخوت الرويلي سجل مدني رقم ١٠٥٥١٧٨٠٤٤ بطلب تعديل اسم ابنه من : عطوي صبيحي مبخوت الى : عطوي صبيحي مبخوت الرويلي فمن لديه اعتراض فعليه التقدم خلال شهر من تاريخ هذا الاعلان. — [44, 1064, 266, 1156]
ad-column — [765, 255, 994, 2185]
ad-text: • شمالاً: يبدأ من الغرب الى الشرق بزاوية ٩١ درجة وطول الضلع ٢٦،٦٠م ويحده شارع ترابي عرض ٨م شرقاً: يبدأ من الشمال الى الجنوب بزاوية ٨٩ درجة وطول الضلع ٤٣،٢٥م ويحده احمد علي يحيى حريصي جنوباً: يبدأ من الشرق الى الغرب بزاوية ٩١ درجة وطول الضلع ٢٦،٦٠م غرباً: يبدأ من الجنوب الى الشمال بزاوية ٨٩ درجة وطول الضلع ٤٣،٢٥م ومجموع المساحة ١١٥٠،٤٥م٢ الف ومائة وخمسون مترا مربع فمن له معارضة في ذلك فعليه تقديم اعتراضه الى المحكمة خلال ستين يوما. — [772, 981, 994, 1150]
ad-text: • تعلن الدائرة الانهائية الاولى في المحكمة العامة في محافظة صامطة بأنه تقدم لها المواطن/ حمود احمد حمود آل خيرات سعودي بموجب السجل المدني رقم ١٠٣٩٩٩١٤٩٥ بطلب حجة استحكام على كامل ارضه السكنية الواقعة في الطرشية وحدودها واطوالها كما يلي : الضلع الشمالي: يبدأ من الغرب باتجاه الشرق بزاوية ٩٠ درجة وبطول ١٠٫٩٠م ويليه حمود الخلاف الضلع الجنوبي: يبدأ من الشرق باتجاه الغرب بزاوية ٩٠ درجة وبطول ١٠م ويليه محمد حسين نجمي. — [44, 660, 266, 829]
coordinates-table — [1257, 1446, 1479, 1531]
ad-text: • تعلن المحكمة العامة بمحافظة العارضة بانه تقدم اليها المواطن/ سليمان يحيى مسعود حريصي سعودي الجنسية بموجب الهوية الوطنية رقم (١٠٠٣٥٨٨٦٢٩) بطلب حجة استحكام على الارض الزراعية الواقعة في ذوات الرجلين التابعة لمحافظة العارضة الايلة اليه بالشراء وحدودها واطوالها كالتالي : — [772, 865, 994, 973]
table-header-cell: شرق — [90, 839, 118, 853]
classified-ad — [772, 633, 994, 802]
table-cell: ٤٤٢٥٧٠٢٥٥ — [77, 468, 131, 482]
table-header-cell: شرقيات — [1288, 1448, 1334, 1462]
ad-text: • تعلن الدائرة الانهائية الاولى في المحكمة العامة في محافظة صامطة بأنه تقدم لها المواطن/ عبده احمد يحيى حمود سعودي الجنسية بموجب السجل المدني رقم ١٠٣٩٦٩٦٩٧٥ بطلب حجة استحكام على كامل ارضه السكنية الواقعة في الطرشية بمحافظة صامطة وحدودها واطوالها ومساحتها كما يلي : الضلع الشمالي : يبدأ من الغرب باتجاه الشرق بزاوية ٩٠ درجة وبطول ٢٠م. — [287, 1290, 509, 1429]
table-cell: ٤٤٣٩,٢٥٩ — [1046, 675, 1092, 689]
classified-ad — [772, 1158, 994, 1343]
